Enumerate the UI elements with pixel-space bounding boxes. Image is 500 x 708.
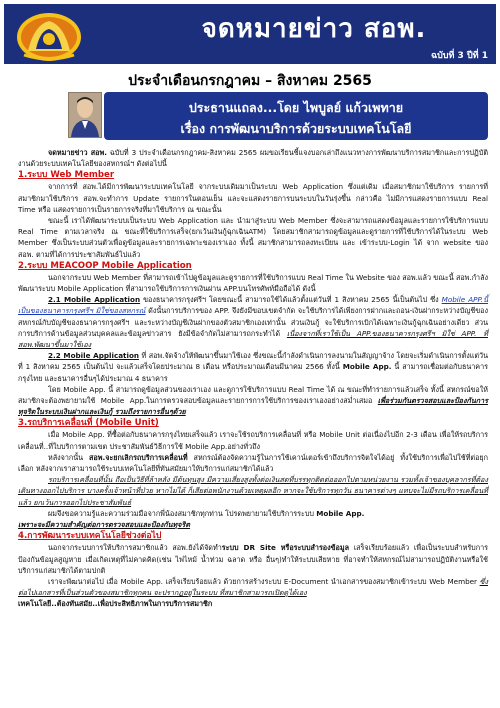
dr-site-label: ระบบ DR Site หรือระบบสำรองข้อมูล bbox=[221, 543, 350, 553]
section-3-p2-text: หลังจากนั้น bbox=[48, 452, 90, 462]
section-3-p4-text: ผมจึงขอความรู้และความร่วมมือจากพี่น้องสมาชิกทุกท่าน โปรดพยายามใช้บริการระบบ bbox=[48, 508, 317, 518]
subsection-2-2-label: 2.2 Mobile Application bbox=[48, 351, 140, 361]
section-4-paragraph-2 bbox=[18, 576, 488, 598]
issue-period: ประจำเดือนกรกฎาคม – สิงหาคม 2565 bbox=[128, 73, 372, 89]
president-message-panel bbox=[104, 92, 488, 140]
section-2-paragraph-1: นอกจากระบบ Web Member ที่สามารถเข้าไปดูข้อมูลและดูรายการที่ใช้บริการแบบ Real Time ใน Website ของ สอพ.แล้ว ขณะนี้ สอพ.กำลังพัฒนาระบบ Mobile Application ที่สามารถใช้บริการการเงินผ่าน APP.บนโทรศัพท์มือถือได้ ดังนี้ bbox=[18, 272, 488, 294]
krungsri-app-note: Mobile APP.นี้ เป็นของธนาคารกรุงศรีฯ มิใช่ของสหกรณ์ bbox=[18, 295, 489, 316]
section-2-paragraph-3 bbox=[18, 350, 488, 384]
subsection-2-1-text: ของธนาคารกรุงศรีฯ โดยขณะนี้ สามารถใช้ได้แล้วตั้งแต่วันที่ 1 สิงหาคม 2565 นี้เป็นต้นไป ซึ่ง bbox=[140, 295, 442, 305]
section-3-paragraph-3: รถบริการเคลื่อนที่นั้น ถือเป็นวิธีที่ล้าหลัง มีต้นทุนสูง มีความเสี่ยงสูงทั้งต่อเงินสดที่บรรทุกติดต่อออกไปตามหน่วยงาน รวมทั้งเจ้าของบุคลากรที่ต้องเดินทางออกไปบริการ บางครั้งเจ้าหน้าที่ป่วย หากไม่ได้ ก็เสียต่อพนักงานด้วยเหตุผลอีก หากจะใช้บริการทุกวัน ธนาคารต่างๆ แทบจะไม่มีรถบริการเคลื่อนที่แล้ว ยกเว้นการออกไปประชาสัมพันธ์ bbox=[18, 475, 488, 507]
intro-lead: จดหมายข่าว สอพ. bbox=[48, 148, 107, 157]
section-2-paragraph-4 bbox=[18, 384, 488, 418]
president-byline: ประธานแถลง...โดย ไพบูลย์ แก้วเพทาย bbox=[188, 100, 404, 115]
cooperative-logo-icon bbox=[14, 11, 84, 63]
president-photo bbox=[68, 92, 102, 138]
subsection-2-1-text-2: ดังนั้นการบริการของ APP. จึงยังมีขอบเขตจำกัด จะใช้บริการได้เพียงการฝากและถอน-เงินฝากระหว่างบัญชีของสหกรณ์กับบัญชีของธนาคารกรุงศรีฯ และระหว่างบัญชีเงินฝากของตัวสมาชิกเองเท่านั้น ส่วนเงินกู้ จะใช้บริการเบิกได้เฉพาะเงินกู้ฉุกเฉินอย่างเดียว ส่วนการบริการด้านข้อมูลส่วนบุคคลและข้อมูลข่าวสาร ยังมีข้อจำกัดไม่สามารถกระทำได้ bbox=[18, 306, 488, 338]
section-2-p4-text: โดย Mobile App. นี้ สามารถดูข้อมูลส่วนของเราเอง และดูการใช้บริการแบบ Real Time ได้ ณ ขณะที่ทำรายการแล้วเสร็จ ทั้งนี้ สหกรณ์ขอให้สมาชิกจะต้องพยายามใช้ Mobile App.ในการตรวจสอบข้อมูลและรายการการใช้บริการของเราเองอย่างสม่ำเสมอ bbox=[18, 384, 488, 406]
portrait-icon bbox=[69, 93, 101, 137]
newsletter-title: จดหมายข่าว สอพ. bbox=[201, 14, 427, 44]
president-topic: เรื่อง การพัฒนาบริการด้วยระบบเทคโนโลยี bbox=[180, 121, 412, 136]
section-3-paragraph-4 bbox=[18, 508, 488, 530]
section-4-p1-text: นอกจากระบบการให้บริการสมาชิกแล้ว สอพ.ยังได้จัดทำ bbox=[48, 543, 222, 553]
e-document-note: ซึ่งต่อไปเอกสารที่เป็นส่วนตัวของสมาชิกทุกคน จะปรากฏอยู่ในระบบ ที่สมาชิกสามารถเปิดดูได้เอง bbox=[18, 576, 488, 598]
header-banner bbox=[4, 4, 496, 64]
subsection-2-2-text-2: นี้ สามารถเชื่อมต่อกับธนาคารกรุงไทย และธนาคารอื่นๆได้ประมาณ 4 ธนาคาร bbox=[18, 362, 488, 383]
section-3-paragraph-1: เมื่อ Mobile App. ที่ซื้อต่อกับธนาคารกรุงไทยเสร็จแล้ว เราจะใช้รถบริการเคลื่อนที่ หรือ Mobile Unit ต่อเนื่องไปอีก 2-3 เดือน เพื่อให้รถบริการเคลื่อนที่..ที่ใบบริการตามเขต ประชาสัมพันธ์วิธีการใช้ Mobile App.อย่างทั่วถึง bbox=[18, 430, 488, 451]
intro-text: ฉบับที่ 3 ประจำเดือนกรกฎาคม-สิงหาคม 2565 ผมขอเรียนชี้แจงบอกเล่าถึงแนวทางการพัฒนาบริการสมาชิกและการปฏิบัติงานด้วยระบบเทคโนโลยีของสหกรณ์ฯ ดังต่อไปนี้ bbox=[18, 148, 488, 169]
intro-paragraph bbox=[18, 147, 488, 169]
mobile-unit-cancel-note: สอพ.จะยกเลิกรถบริการเคลื่อนที่ bbox=[89, 452, 188, 462]
closing-slogan: เทคโนโลยี..ต้องทันสมัย..เพื่อประสิทธิภาพในการบริการสมาชิก bbox=[18, 599, 213, 609]
section-2-paragraph-2 bbox=[18, 294, 488, 350]
article-body bbox=[18, 147, 488, 610]
fraud-prevention-note: เพื่อร่วมกันตรวจสอบและป้องกันการทุจริตในระบบเงินฝากและเงินกู้ รวมถึงรายการอื่นๆด้วย bbox=[18, 396, 488, 417]
mobile-app-bold-2: Mobile App. bbox=[316, 508, 365, 518]
section-3-importance-note: เพราะจะมีความสำคัญต่อการตรวจสอบและป้องกันทุจริต bbox=[18, 520, 191, 530]
section-3-paragraph-2 bbox=[18, 452, 488, 474]
section-4-paragraph-1 bbox=[18, 542, 488, 576]
section-3-p2-text-2: สหกรณ์ต้องจัดความรู้ในการใช้เคาน์เตอร์เข้าถึงบริการจิตใจได้อยู่ ทั้งใช้บริการเพื่อไปใช้ที่ต่อยุกเลือก หลังจากเราสามารถใช้ระบบเทคโนโลยีที่ทันสมัยมาให้บริการแก่สมาชิกได้แล้ว bbox=[18, 452, 488, 474]
section-3-heading: 3.รถบริการเคลื่อนที่ (Mobile Unit) bbox=[18, 418, 159, 429]
section-1-paragraph-1: จากการที่ สอพ.ได้มีการพัฒนาระบบเทคโนโลยี จากระบบเดิมมาเป็นระบบ Web Application ซึ่งแต่เดิม เมื่อสมาชิกมาใช้บริการ รายการที่สมาชิกมาใช้บริการ สอพ.จะทำการ Update รายการในตอนเย็น และจะแสดงรายการบนระบบในวันรุ่งขึ้น กล่าวคือ ไม่มีการแสดงรายการแบบ Real Time หรือ แสดงรายการเป็นรายการจริงที่มาใช้บริการ ณ ขณะนั้น bbox=[18, 182, 488, 214]
mobile-app-bold: Mobile App. bbox=[342, 362, 392, 372]
section-1-paragraph-2: ขณะนี้ เราได้พัฒนาระบบเป็นระบบ Web Application และ นำมาสู่ระบบ Web Member ซึ่งจะสามารถแสดงข้อมูลและรายการใช้บริการแบบ Real Time ตามเวลาจริง ณ ขณะที่ใช้บริการเสร็จ(ยกเว้นเงินกู้ฉุกเฉินATM) โดยสมาชิกสามารถดูข้อมูลและดูรายการที่ใช้บริการได้ในระบบ Web Member ซึ่งเป็นระบบส่วนตัวเพื่อดูข้อมูลและรายการเฉพาะของเราเอง ทั้งนี้ สมาชิกสามารถลงทะเบียน และ เข้าระบบ-Login ได้ จาก website ของ สอพ. ตามที่ได้การประชาสัมพันธ์ไปแล้ว bbox=[18, 216, 488, 259]
section-4-p2-text: เราจะพัฒนาต่อไป เมื่อ Mobile App. เสร็จเรียบร้อยแล้ว ด้วยการสร้างระบบ E-Document นำเอกสารของสมาชิกเข้าระบบ Web Member bbox=[48, 576, 480, 586]
subsection-2-2-text: ที่ สอพ.จัดจ้างให้พัฒนาขึ้นมาใช้เอง ซึ่งขณะนี้กำลังดำเนินการลงนามในสัญญาจ้าง โดยจะเริ่มดำเนินการตั้งแต่วันที่ 1 สิงหาคม 2565 เป็นต้นไป จะแล้วเสร็จโดยประมาณ 8 เดือน หรือประมาณเดือนมีนาคม 2566 ทั้งนี้ bbox=[18, 351, 488, 372]
section-4-p1-text-2: เสร็จเรียบร้อยแล้ว เพื่อเป็นระบบสำหรับการป้องกันข้อมูลสูญหาย เมื่อเกิดเหตุที่ไม่คาดคิด(เช่น ไฟไหม้ น้ำท่วม ฉลาด หรือ อื่นๆ)ทำให้ระบบเสียหาย ที่อาจทำให้สหกรณ์ไม่สามารถปฏิบัติงานหรือใช้บริการแก่สมาชิกได้ตามปกติ bbox=[18, 543, 488, 575]
section-2-heading: 2.ระบบ MEACOOP Mobile Application bbox=[18, 260, 192, 271]
krungsri-limitation-note: เนื่องจากที่เราใช้เป็น APP.ของธนาคารกรุงศรีฯ มิใช่ APP. ที่ สอพ.พัฒนาขึ้นมาใช้เอง bbox=[18, 328, 488, 350]
issue-number: ฉบับที่ 3 ปีที่ 1 bbox=[430, 51, 488, 61]
section-4-heading: 4.การพัฒนาระบบเทคโนโลยีช่วงต่อไป bbox=[18, 531, 162, 542]
subsection-2-1-label: 2.1 Mobile Application bbox=[48, 295, 141, 305]
section-1-heading: 1.ระบบ Web Member bbox=[18, 170, 115, 181]
